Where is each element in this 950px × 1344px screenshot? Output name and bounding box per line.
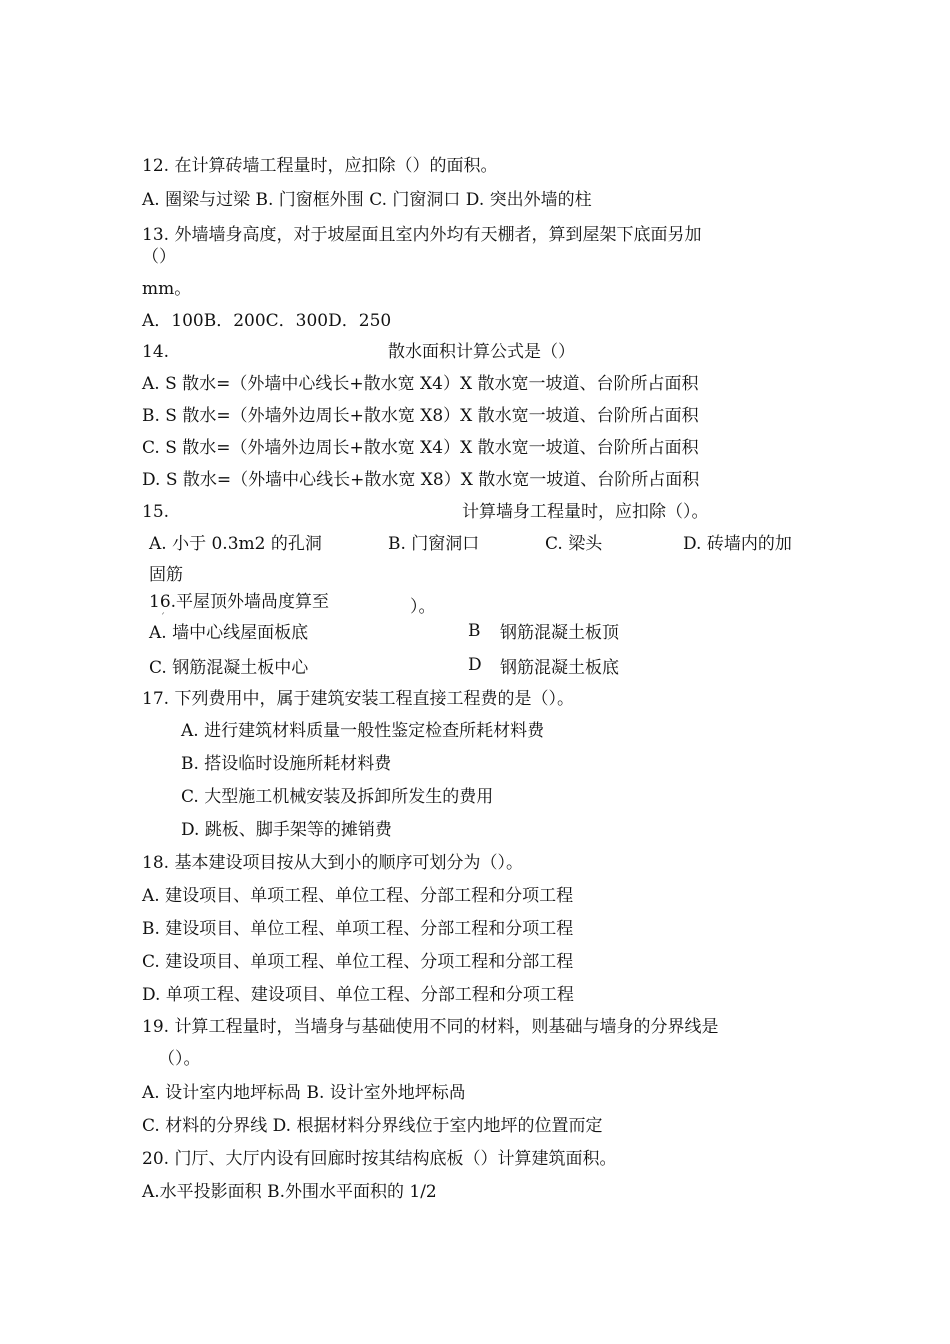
q17-option-c: C. 大型施工机械安装及拆卸所发生的费用: [181, 787, 494, 807]
q16-stem: 16.平屋顶外墙咼度算至: [149, 592, 330, 612]
q13-stem-line2: （）: [142, 247, 176, 267]
q16-option-b-letter: B: [468, 621, 481, 641]
q17-option-a: A. 进行建筑材料质量一般性鉴定检查所耗材料费: [181, 721, 545, 741]
q19-options-line2: C. 材料的分界线 D. 根据材料分界线位于室内地坪的位置而定: [142, 1116, 603, 1136]
q16-option-c: C. 钢筋混凝土板中心: [149, 658, 309, 678]
q17-stem: 17. 下列费用中，属于建筑安装工程直接工程费的是（）。: [142, 689, 574, 709]
q19-options-line1: A. 设计室内地坪标咼 B. 设计室外地坪标咼: [142, 1083, 466, 1103]
q18-stem: 18. 基本建设项目按从大到小的顺序可划分为（）。: [142, 853, 523, 873]
q12-stem: 12. 在计算砖墙工程量时，应扣除（）的面积。: [142, 156, 498, 176]
q12-options: A. 圈梁与过梁 B. 门窗框外围 C. 门窗洞口 D. 突出外墙的柱: [142, 190, 592, 210]
q20-stem: 20. 门厅、大厅内设有回廊时按其结构底板（）计算建筑面积。: [142, 1149, 617, 1169]
q14-stem: 散水面积计算公式是（）: [388, 342, 575, 362]
q17-option-b: B. 搭设临时设施所耗材料费: [181, 754, 392, 774]
q16-option-d: 钢筋混凝土板底: [500, 658, 619, 678]
q18-option-d: D. 单项工程、建设项目、单位工程、分部工程和分项工程: [142, 985, 574, 1005]
q15-option-b: B. 门窗洞口: [388, 534, 480, 554]
q16-stem-end: ）。: [410, 597, 436, 617]
scan-mark: ˊ: [160, 613, 165, 624]
q16-option-d-letter: D: [468, 655, 482, 675]
q14-option-a: A. S 散水=（外墙中心线长+散水宽 X4）X 散水宽一坡道、台阶所占面积: [142, 374, 699, 394]
q15-number: 15.: [142, 502, 170, 522]
q15-option-d-continued: 固筋: [149, 565, 183, 585]
q18-option-c: C. 建设项目、单项工程、单位工程、分项工程和分部工程: [142, 952, 574, 972]
q15-option-c: C. 梁头: [545, 534, 603, 554]
q13-options: A．100B．200C．300D．250: [142, 311, 392, 331]
q15-option-d: D. 砖墙内的加: [683, 534, 792, 554]
q14-option-b: B. S 散水=（外墙外边周长+散水宽 X8）X 散水宽一坡道、台阶所占面积: [142, 406, 699, 426]
q13-stem-line3: mm。: [142, 279, 192, 299]
q14-option-d: D. S 散水=（外墙中心线长+散水宽 X8）X 散水宽一坡道、台阶所占面积: [142, 470, 700, 490]
q20-options: A.水平投影面积 B.外围水平面积的 1/2: [142, 1182, 437, 1202]
q13-stem-line1: 13. 外墙墙身高度，对于坡屋面且室内外均有天棚者，算到屋架下底面另加: [142, 225, 702, 245]
q17-option-d: D. 跳板、脚手架等的摊销费: [181, 820, 392, 840]
q19-stem-line1: 19. 计算工程量时，当墙身与基础使用不同的材料，则基础与墙身的分界线是: [142, 1017, 719, 1037]
q18-option-b: B. 建设项目、单位工程、单项工程、分部工程和分项工程: [142, 919, 574, 939]
q18-option-a: A. 建设项目、单项工程、单位工程、分部工程和分项工程: [142, 886, 574, 906]
q19-stem-line2: （）。: [158, 1049, 201, 1069]
q14-option-c: C. S 散水=（外墙外边周长+散水宽 X4）X 散水宽一坡道、台阶所占面积: [142, 438, 699, 458]
q16-option-b: 钢筋混凝土板顶: [500, 623, 619, 643]
q15-option-a: A. 小于 0.3m2 的孔洞: [149, 534, 322, 554]
q15-stem: 计算墙身工程量时，应扣除（）。: [462, 502, 709, 522]
q14-number: 14.: [142, 342, 170, 362]
q16-option-a: A. 墙中心线屋面板底: [149, 623, 309, 643]
